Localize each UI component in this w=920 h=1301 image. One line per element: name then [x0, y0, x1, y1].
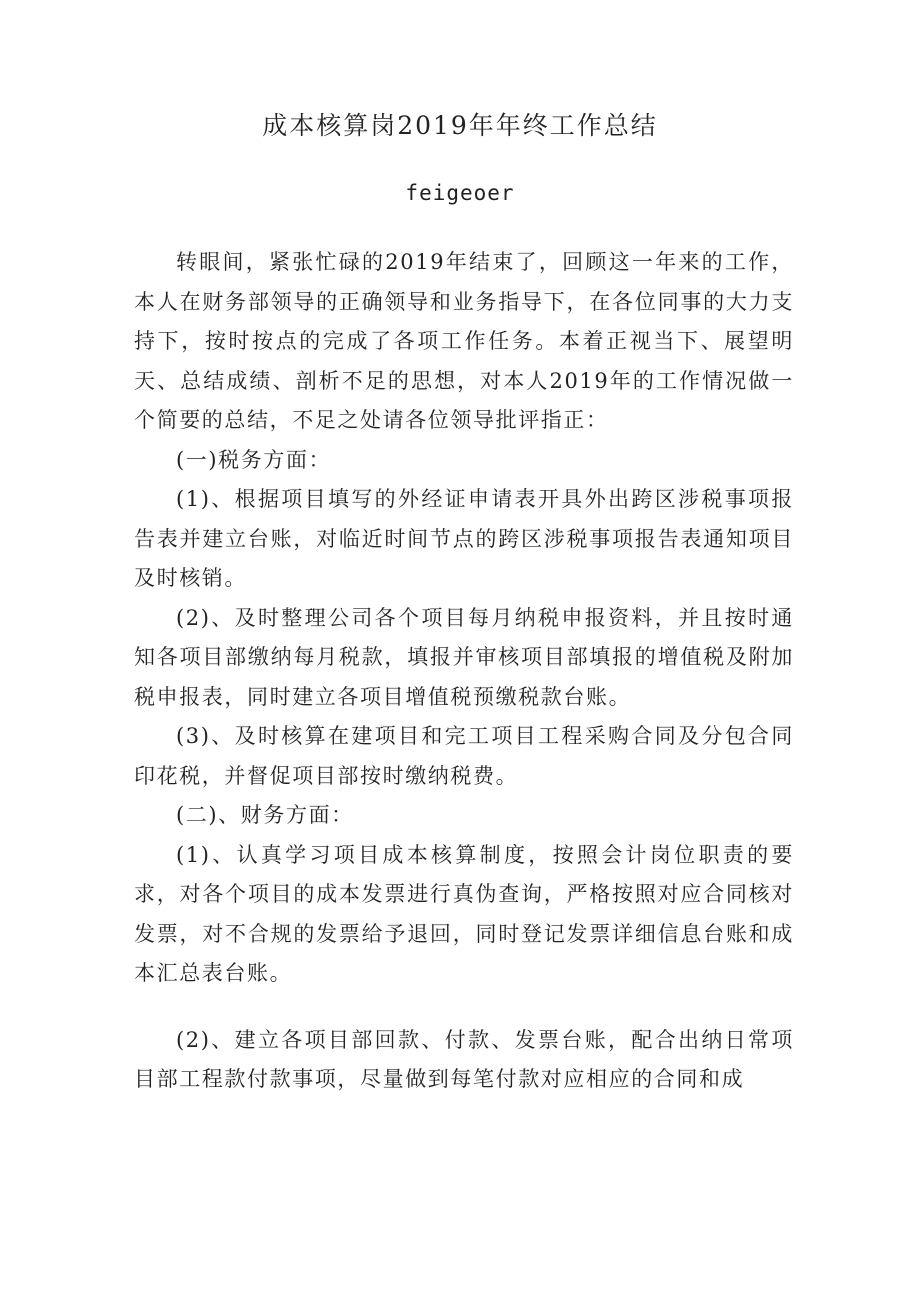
tax-item-2: (2)、及时整理公司各个项目每月纳税申报资料，并且按时通知各项目部缴纳每月税款，填报并审核项目部填报的增值税及附加税申报表，同时建立各项目增值税预缴税款台账。 [134, 605, 794, 709]
section-heading-tax: (一)税务方面： [176, 447, 332, 472]
paragraph-gap [134, 994, 794, 1021]
finance-item-2: (2)、建立各项目部回款、付款、发票台账，配合出纳日常项目部工程款付款事项，尽量做到每笔付款对应相应的合同和成 [134, 1027, 794, 1091]
tax-item-3: (3)、及时核算在建项目和完工项目工程采购合同及分包合同印花税，并督促项目部按时缴纳税费。 [134, 724, 794, 788]
tax-item-1: (1)、根据项目填写的外经证申请表开具外出跨区涉税事项报告表并建立台账，对临近时间节点的跨区涉税事项报告表通知项目及时核销。 [134, 487, 794, 590]
intro-paragraph: 转眼间，紧张忙碌的2019年结束了，回顾这一年来的工作，本人在财务部领导的正确领导和业务指导下，在各位同事的大力支持下，按时按点的完成了各项工作任务。本着正视当下、展望明天、总结成绩、剖析不足的思想，对本人2019年的工作情况做一个简要的总结，不足之处请各位领导批评指正： [134, 250, 794, 432]
finance-item-1: (1)、认真学习项目成本核算制度，按照会计岗位职责的要求，对各个项目的成本发票进行真伪查询，严格按照对应合同核对发票，对不合规的发票给予退回，同时登记发票详细信息台账和成本汇总表台账。 [134, 842, 794, 985]
document-body [134, 243, 794, 1100]
document-author: feigeoer [405, 181, 515, 205]
section-heading-finance: (二)、财务方面： [176, 803, 354, 827]
document-title: 成本核算岗2019年年终工作总结 [262, 111, 658, 140]
